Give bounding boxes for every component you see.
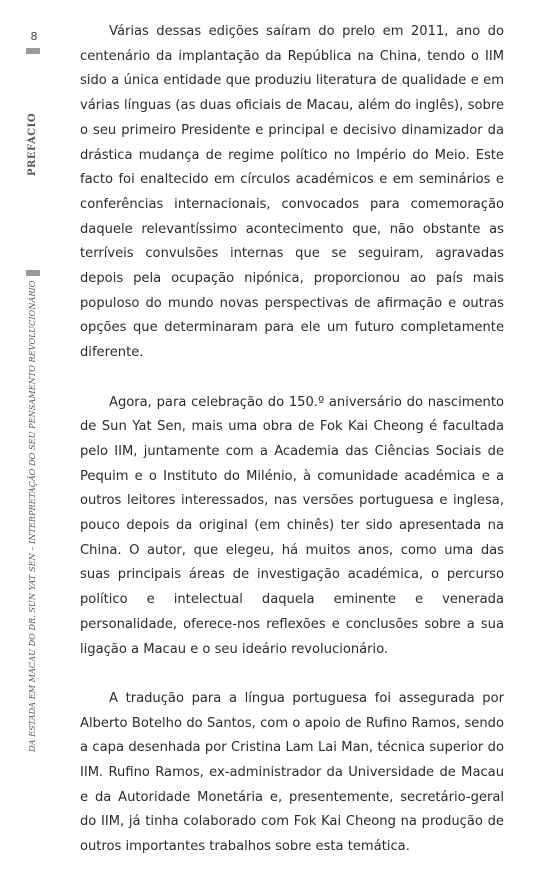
page-number: 8 bbox=[30, 30, 38, 43]
section-label: PREFÁCIO bbox=[27, 112, 38, 176]
running-book-title: DA ESTADA EM MACAU DO DR. SUN YAT SEN – INTERPRETAÇÃO DO SEU PENSAMENTO REVOLUCIONÁRIO bbox=[27, 280, 37, 752]
margin-bar-top bbox=[26, 48, 40, 54]
margin-bar-middle bbox=[26, 270, 40, 276]
paragraph-3: A tradução para a língua portuguesa foi assegurada por Alberto Botelho do Santos, com o apoio de Rufino Ramos, sendo a capa desenhada por Cristina Lam Lai Man, técnica superior do IIM. Rufino Ramos, ex-administrador da Universidade de Macau e da Autoridade Monetária e, presentemente, secretário-geral do IIM, já tinha colaborado com Fok Kai Cheong na produção de outros importantes trabalhos sobre esta temática. bbox=[80, 690, 504, 855]
paragraph-1: Várias dessas edições saíram do prelo em 2011, ano do centenário da implantação da República na China, tendo o IIM sido a única entidade que produziu literatura de qualidade e em várias línguas (as duas oficiais de Macau, além do inglês), sobre o seu primeiro Presidente e principal e decisivo dinamizador da drástica mudança de regime político no Império do Meio. Este facto foi enaltecido em círculos académicos e em seminários e conferências internacionais, convocados para comemoração daquele relevantíssimo acontecimento que, não obstante as terríveis convulsões internas que se seguiram, agravadas depois pela ocupação nipónica, proporcionou ao país mais populoso do mundo novas perspectivas de afirmação e outras opções que determinaram para ele um futuro completamente diferente. bbox=[80, 24, 504, 361]
paragraph-2: Agora, para celebração do 150.º aniversário do nascimento de Sun Yat Sen, mais uma obra de Fok Kai Cheong é facultada pelo IIM, juntamente com a Academia das Ciências Sociais de Pequim e o Instituto do Milénio, à comunidade académica e a outros leitores interessados, nas versões portuguesa e inglesa, pouco depois da original (em chinês) ter sido apresentada na China. O autor, que elegeu, há muitos anos, como uma das suas principais áreas de investigação académica, o percurso político e intelectual daquela eminente e venerada personalidade, oferece-nos reflexões e conclusões sobre a sua ligação a Macau e o seu ideário revolucionário. bbox=[80, 394, 504, 657]
body-text bbox=[80, 20, 504, 885]
